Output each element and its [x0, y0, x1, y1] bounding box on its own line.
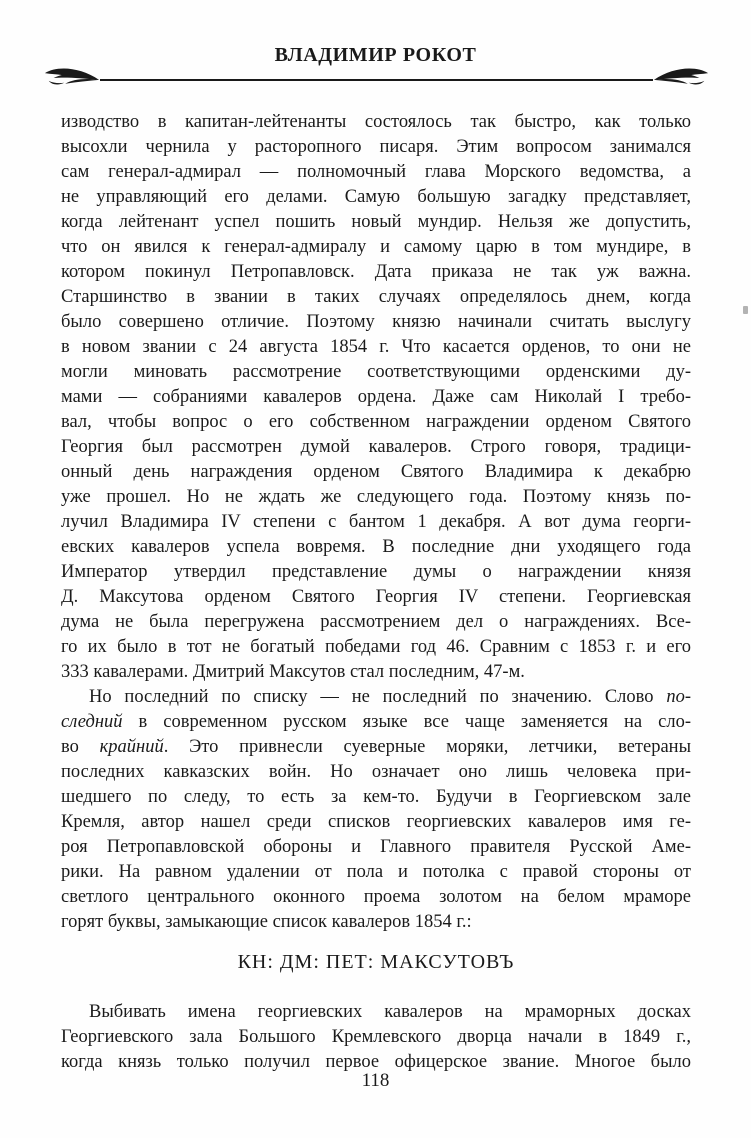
text-line: высохли чернила у расторопного писаря. Этим вопросом занимался: [61, 137, 691, 157]
text-line: когда лейтенант успел пошить новый мундир. Нельзя же допустить,: [61, 212, 691, 232]
text-line: мами — собраниями кавалеров ордена. Даже сам Николай I требо-: [61, 387, 691, 407]
header-rule: [42, 64, 711, 90]
text-line: сам генерал-адмирал — полномочный глава Морского ведомства, а: [61, 162, 691, 182]
text-line: Георгия был рассмотрен думой кавалеров. Строго говоря, традици-: [61, 437, 691, 457]
closing-paragraph: [61, 1000, 691, 1075]
marble-inscription: КН: ДМ: ПЕТ: МАКСУТОВЪ: [237, 951, 515, 973]
scan-speckle: [743, 306, 748, 314]
text-line: роя Петропавловской обороны и Главного правителя Русской Аме-: [61, 837, 691, 857]
text-line: что он явился к генерал-адмиралу и самому царю в том мундире, в: [61, 237, 691, 257]
text-line: 333 кавалерами. Дмитрий Максутов стал последним, 47-м.: [61, 662, 525, 682]
text-line: уже прошел. Но не ждать же следующего года. Поэтому князь по-: [61, 487, 691, 507]
text-line: изводство в капитан-лейтенанты состоялось так быстро, как только: [61, 112, 691, 132]
text-line: не управляющий его делами. Самую большую загадку представляет,: [61, 187, 691, 207]
text-line: Выбивать имена георгиевских кавалеров на мраморных досках: [89, 1002, 691, 1022]
swash-flourish-right-icon: [653, 64, 711, 90]
text-line: горят буквы, замыкающие список кавалеров 1854 г.:: [61, 912, 472, 932]
horizontal-rule: [100, 79, 653, 81]
text-line: последних кавказских войн. Но означает оно лишь человека при-: [61, 762, 691, 782]
text-line: Д. Максутова орденом Святого Георгия IV степени. Георгиевская: [61, 587, 691, 607]
text-line: дума не была перегружена рассмотрением дел о награждениях. Все-: [61, 612, 691, 632]
text-line: шедшего по следу, то есть за кем-то. Будучи в Георгиевском зале: [61, 787, 691, 807]
text-line: светлого центрального оконного проема золотом на белом мраморе: [61, 887, 691, 907]
text-line: евских кавалеров успела вовремя. В последние дни уходящего года: [61, 537, 691, 557]
page-number: 118: [361, 1070, 390, 1091]
text-line: было совершено отличие. Поэтому князю начинали считать выслугу: [61, 312, 691, 332]
main-paragraphs: [61, 110, 691, 935]
swash-flourish-left-icon: [42, 64, 100, 90]
text-line: Старшинство в звании в таких случаях определялось днем, когда: [61, 287, 691, 307]
text-line: когда князь только получил первое офицерское звание. Многое было: [61, 1052, 691, 1072]
text-line: рики. На равном удалении от пола и потолка с правой стороны от: [61, 862, 691, 882]
text-line: в новом звании с 24 августа 1854 г. Что касается орденов, то они не: [61, 337, 691, 357]
text-line: следний в современном русском языке все чаще заменяется на сло-: [61, 712, 691, 732]
running-head-title: ВЛАДИМИР РОКОТ: [274, 44, 477, 66]
text-line: Георгиевского зала Большого Кремлевского дворца начали в 1849 г.,: [61, 1027, 691, 1047]
text-line: во крайний. Это привнесли суеверные моряки, летчики, ветераны: [61, 737, 691, 757]
text-line: онный день награждения орденом Святого Владимира к декабрю: [61, 462, 691, 482]
text-line: могли миновать рассмотрение соответствующими орденскими ду-: [61, 362, 691, 382]
text-line: Кремля, автор нашел среди списков георгиевских кавалеров имя ге-: [61, 812, 691, 832]
text-line: го их было в тот не богатый победами год 46. Сравним с 1853 г. и его: [61, 637, 691, 657]
text-line: Император утвердил представление думы о награждении князя: [61, 562, 691, 582]
text-line: лучил Владимира IV степени с бантом 1 декабря. А вот дума георги-: [61, 512, 691, 532]
body-text: [61, 110, 691, 1075]
text-line: котором покинул Петропавловск. Дата приказа не так уж важна.: [61, 262, 691, 282]
text-line: вал, чтобы вопрос о его собственном награждении орденом Святого: [61, 412, 691, 432]
text-line: Но последний по списку — не последний по значению. Слово по-: [89, 687, 691, 707]
